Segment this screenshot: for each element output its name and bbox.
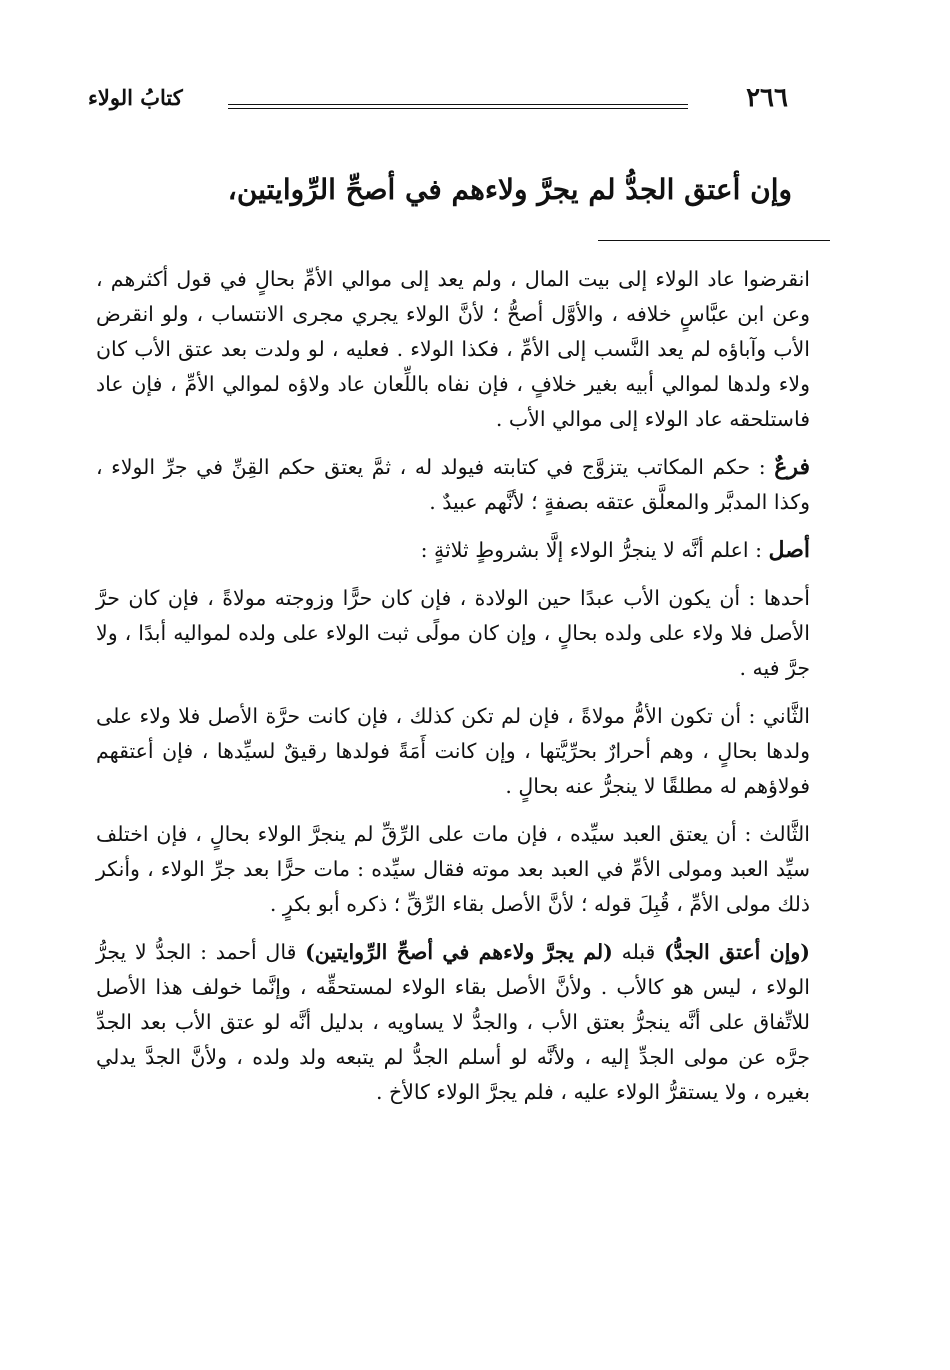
paragraph-1: انقرضوا عاد الولاء إلى بيت المال ، ولم يعد إلى موالي الأمِّ بحالٍ في قول أكثرهم ، وعن ابن عبَّاسٍ خلافه ، والأوَّل أصحُّ ؛ لأنَّ الولاء يجري مجرى الانتساب ، ولو انقرض الأب وآباؤه لم يعد النَّسب إلى الأمِّ ، فكذا الولاء . فعليه ، لو ولدت بعد عتق الأب كان ولاء ولدها لموالي أبيه بغير خلافٍ ، فإن نفاه باللِّعان عاد ولاؤه لموالي الأمِّ ، فإن عاد فاستلحقه عاد الولاء إلى موالي الأب . [96, 267, 810, 431]
running-title: كتابُ الولاء [88, 85, 183, 110]
header-rule [228, 104, 688, 109]
paragraph-3 [96, 533, 810, 568]
paragraph-7 [96, 935, 810, 1110]
paragraph-7-text-2: قال أحمد : الجدُّ لا يجرُّ الولاء ، ليس هو كالأب . ولأنَّ الأصل بقاء الولاء لمستحقِّه ، وإنَّما خولف هذا الأصل للاتِّفاق على أنَّه ينجرُّ بعتق الأب ، والجدُّ لا يساويه ، بدليل أنَّه لو عتق الأب بعد الجدِّ جرَّه عن مولى الجدِّ إليه ، ولأنَّه لو أسلم الجدُّ لم يتبعه ولد ولده ، ولأنَّ الجدَّ يدلي بغيره ، ولا يستقرُّ الولاء عليه ، فلم يجرَّ الولاء كالأخ . [96, 940, 810, 1104]
paragraph-7-quote-1: (وإن أعتق الجدُّ) [664, 940, 810, 964]
paragraph-2-text: : حكم المكاتب يتزوَّج في كتابته فيولد له ، ثمَّ يعتق حكم القِنِّ في جرِّ الولاء ، وكذا المدبَّر والمعلَّق عتقه بصفةٍ ؛ لأنَّهم عبيدٌ . [96, 455, 810, 514]
paragraph-5: الثَّاني : أن تكون الأمُّ مولاةً ، فإن لم تكن كذلك ، فإن كانت حرَّة الأصل فلا ولاء على ولدها بحالٍ ، وهم أحرارٌ بحرِّيَّتها ، وإن كانت أَمَةً فولدها رقيقٌ لسيِّدها ، فإن أعتقهم فولاؤهم له مطلقًا لا ينجرُّ عنه بحالٍ . [96, 704, 810, 798]
paragraph-2 [96, 450, 810, 520]
paragraph-4: أحدها : أن يكون الأب عبدًا حين الولادة ، فإن كان حرًّا وزوجته مولاةً ، فإن كان حرَّ الأصل فلا ولاء على ولده بحالٍ ، وإن كان مولًى ثبت الولاء على ولده لمواليه أبدًا ، ولا جرَّ فيه . [96, 586, 810, 680]
paragraph-7-quote-2: (لم يجرَّ ولاءهم في أصحِّ الرِّوايتين) [305, 940, 613, 964]
commentary-body [96, 262, 810, 1123]
paragraph-7-text-1: قبله [612, 940, 665, 964]
matn-separator-rule [598, 240, 830, 241]
page-number: ٢٦٦ [746, 83, 788, 113]
paragraph-3-lead: أصل [768, 537, 810, 563]
paragraph-3-text: : اعلم أنَّه لا ينجرُّ الولاء إلَّا بشروطٍ ثلاثةٍ : [420, 538, 769, 562]
matn-heading: وإن أعتق الجدُّ لم يجرَّ ولاءهم في أصحِّ الرِّوايتين، [227, 173, 792, 206]
paragraph-2-lead: فرعٌ [774, 454, 810, 480]
paragraph-6: الثَّالث : أن يعتق العبد سيِّده ، فإن مات على الرِّقِّ لم ينجرَّ الولاء بحالٍ ، فإن اختلف سيِّد العبد ومولى الأمِّ في العبد بعد موته فقال سيِّده : مات حرًّا بعد جرِّ الولاء ، وأنكر ذلك مولى الأمِّ ، قُبِلَ قوله ؛ لأنَّ الأصل بقاء الرِّقِّ ؛ ذكره أبو بكرٍ . [96, 822, 810, 916]
page-header [88, 78, 788, 118]
